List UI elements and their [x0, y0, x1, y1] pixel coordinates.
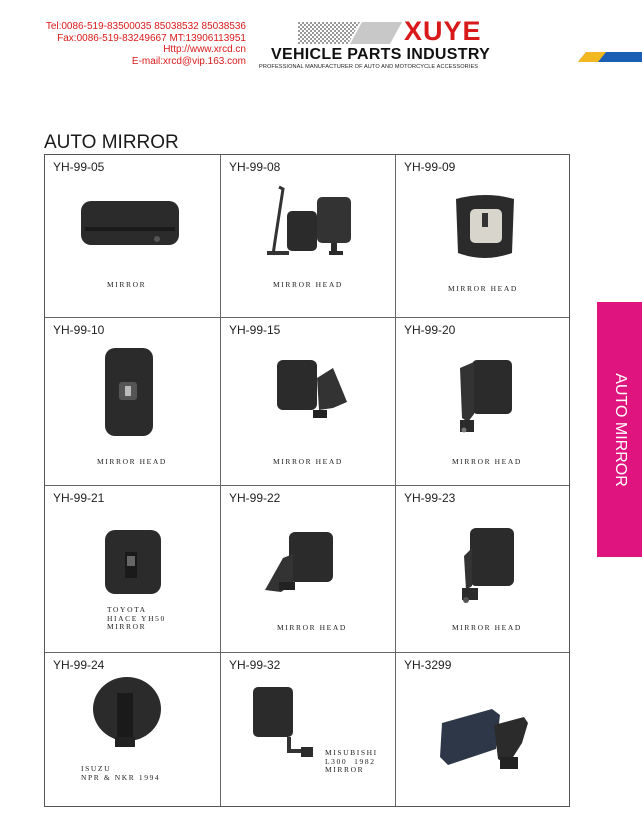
product-card — [396, 486, 569, 653]
product-grid — [44, 154, 570, 807]
product-caption: MIRROR HEAD — [273, 457, 343, 466]
product-card — [45, 653, 221, 806]
product-code: YH-99-23 — [404, 491, 456, 505]
product-code: YH-99-08 — [229, 160, 281, 174]
product-card — [45, 318, 221, 486]
product-card — [396, 318, 569, 486]
product-code: YH-99-10 — [53, 323, 105, 337]
mirror-head-image — [251, 685, 319, 769]
product-card — [396, 653, 569, 806]
product-caption: MIRROR HEAD — [273, 280, 343, 289]
product-code: YH-3299 — [404, 658, 452, 672]
brand-name: XUYE — [404, 16, 482, 46]
product-card — [45, 486, 221, 653]
product-code: YH-99-22 — [229, 491, 281, 505]
mirror-head-image — [253, 183, 365, 259]
brand-logo-graphic — [298, 22, 402, 44]
product-caption: MIRROR HEAD — [97, 457, 167, 466]
product-card — [221, 155, 396, 318]
product-caption: MIRROR — [107, 280, 147, 289]
product-code: YH-99-20 — [404, 323, 456, 337]
product-caption: MIRROR HEAD — [277, 623, 347, 632]
product-caption: TOYOTA HIACE YH50 MIRROR — [107, 605, 166, 631]
product-card — [45, 155, 221, 318]
mirror-head-image — [438, 705, 534, 775]
side-tab — [597, 302, 642, 557]
contact-phone: Tel:0086-519-83500035 85038532 85038536 — [45, 21, 246, 32]
mirror-head-image — [89, 673, 165, 749]
product-card — [396, 155, 569, 318]
contact-info — [46, 21, 246, 67]
mirror-head-image — [454, 358, 514, 442]
product-caption: ISUZU NPR & NKR 1994 — [81, 764, 161, 782]
corner-stripe — [578, 52, 642, 62]
product-code: YH-99-09 — [404, 160, 456, 174]
product-code: YH-99-05 — [53, 160, 105, 174]
contact-website: Http://www.xrcd.cn — [163, 44, 246, 55]
product-card — [221, 653, 396, 806]
mirror-image — [79, 199, 181, 249]
mirror-head-image — [456, 526, 516, 608]
mirror-head-image — [261, 530, 335, 600]
contact-fax: Fax:0086-519-83249667 MT:13906113951 — [57, 32, 246, 44]
product-code: YH-99-32 — [229, 658, 281, 672]
product-card — [221, 486, 396, 653]
contact-email: E-mail:xrcd@vip.163.com — [131, 55, 246, 67]
product-card — [221, 318, 396, 486]
product-code: YH-99-21 — [53, 491, 105, 505]
section-title: AUTO MIRROR — [44, 132, 179, 153]
mirror-head-image — [103, 346, 155, 438]
brand-subtitle: VEHICLE PARTS INDUSTRY — [271, 46, 491, 63]
mirror-head-image — [450, 191, 520, 265]
product-code: YH-99-15 — [229, 323, 281, 337]
product-code: YH-99-24 — [53, 658, 105, 672]
product-caption: MISUBISHI L300 1982 MIRROR — [325, 748, 378, 774]
side-tab-label: AUTO MIRROR — [611, 372, 629, 487]
product-caption: MIRROR HEAD — [448, 284, 518, 293]
mirror-head-image — [275, 356, 355, 424]
product-caption: MIRROR HEAD — [452, 623, 522, 632]
product-caption: MIRROR HEAD — [452, 457, 522, 466]
mirror-head-image — [103, 528, 163, 596]
brand-tagline: PROFESSIONAL MANUFACTURER OF AUTO AND MOTORCYCLE ACCESSORIES — [259, 64, 479, 70]
